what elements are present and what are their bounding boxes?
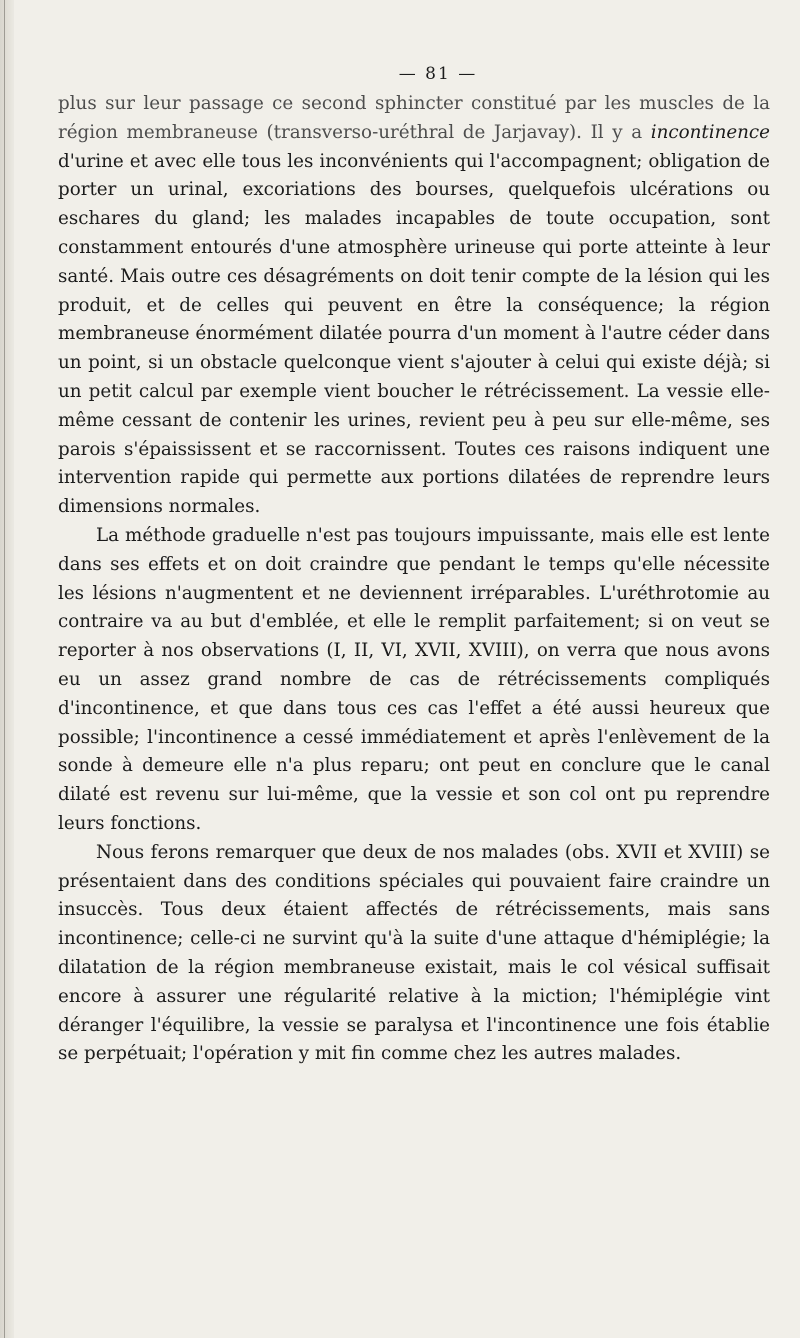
paragraph-1-seg-3: d'urine et avec elle tous les inconvénients qui l'accompagnent; obligation de porter un urinal, excoriations des bourses, quelquefois ulcérations ou eschares du gland; les malades incapables de toute occupation, sont constamment entourés d'une atmosphère urineuse qui porte atteinte à leur santé. Mais outre ces désagréments on doit tenir compte de la lésion qui les produit, et de celles qui peuvent en être la conséquence; la région membraneuse énormément dilatée pourra d'un moment à l'autre céder dans un point, si un obstacle quelconque vient s'ajouter à celui qui existe déjà; si un petit calcul par exemple vient boucher le rétrécissement. La vessie elle-même cessant de contenir les urines, revient peu à peu sur elle-même, ses parois s'épaississent et se raccornissent. Toutes ces raisons indiquent une intervention rapide qui permette aux portions dilatées de reprendre leurs dimensions normales. xyxy=(58,150,770,518)
body-text xyxy=(58,90,770,1069)
paragraph-1 xyxy=(58,90,770,522)
document-page xyxy=(58,64,770,1069)
paragraph-1-italic-word: incontinence xyxy=(650,121,770,143)
paragraph-2-text: La méthode graduelle n'est pas toujours impuissante, mais elle est lente dans ses effets et on doit craindre que pendant le temps qu'elle nécessite les lésions n'augmentent et ne deviennent irréparables. L'uréthrotomie au contraire va au but d'emblée, et elle le remplit parfaitement; si on veut se reporter à nos observations (I, II, VI, XVII, XVIII), on verra que nous avons eu un assez grand nombre de cas de rétrécissements compliqués d'incontinence, et que dans tous ces cas l'effet a été aussi heureux que possible; l'incontinence a cessé immédiatement et après l'enlèvement de la sonde à demeure elle n'a plus reparu; ont peut en conclure que le canal dilaté est revenu sur lui-même, que la vessie et son col ont pu reprendre leurs fonctions. xyxy=(58,524,770,834)
paragraph-1-seg-1: plus sur leur passage ce second sphincter constitué par les muscles de la région membraneuse (transverso-uréthral de Jarjavay). Il y a xyxy=(58,93,770,143)
paragraph-2 xyxy=(58,522,770,839)
paragraph-3 xyxy=(58,839,770,1069)
page-number: — 81 — xyxy=(398,64,478,84)
paragraph-3-text: Nous ferons remarquer que deux de nos malades (obs. XVII et XVIII) se présentaient dans des conditions spéciales qui pouvaient faire craindre un insuccès. Tous deux étaient affectés de rétrécissements, mais sans incontinence; celle-ci ne survint qu'à la suite d'une attaque d'hémiplégie; la dilatation de la région membraneuse existait, mais le col vésical suffisait encore à assurer une régularité relative à la miction; l'hémiplégie vint déranger l'équilibre, la vessie se paralysa et l'incontinence une fois établie se perpétuait; l'opération y mit fin comme chez les autres malades. xyxy=(58,841,770,1065)
binding-shadow-line xyxy=(4,0,5,1338)
page-binding-edge xyxy=(0,0,14,1338)
